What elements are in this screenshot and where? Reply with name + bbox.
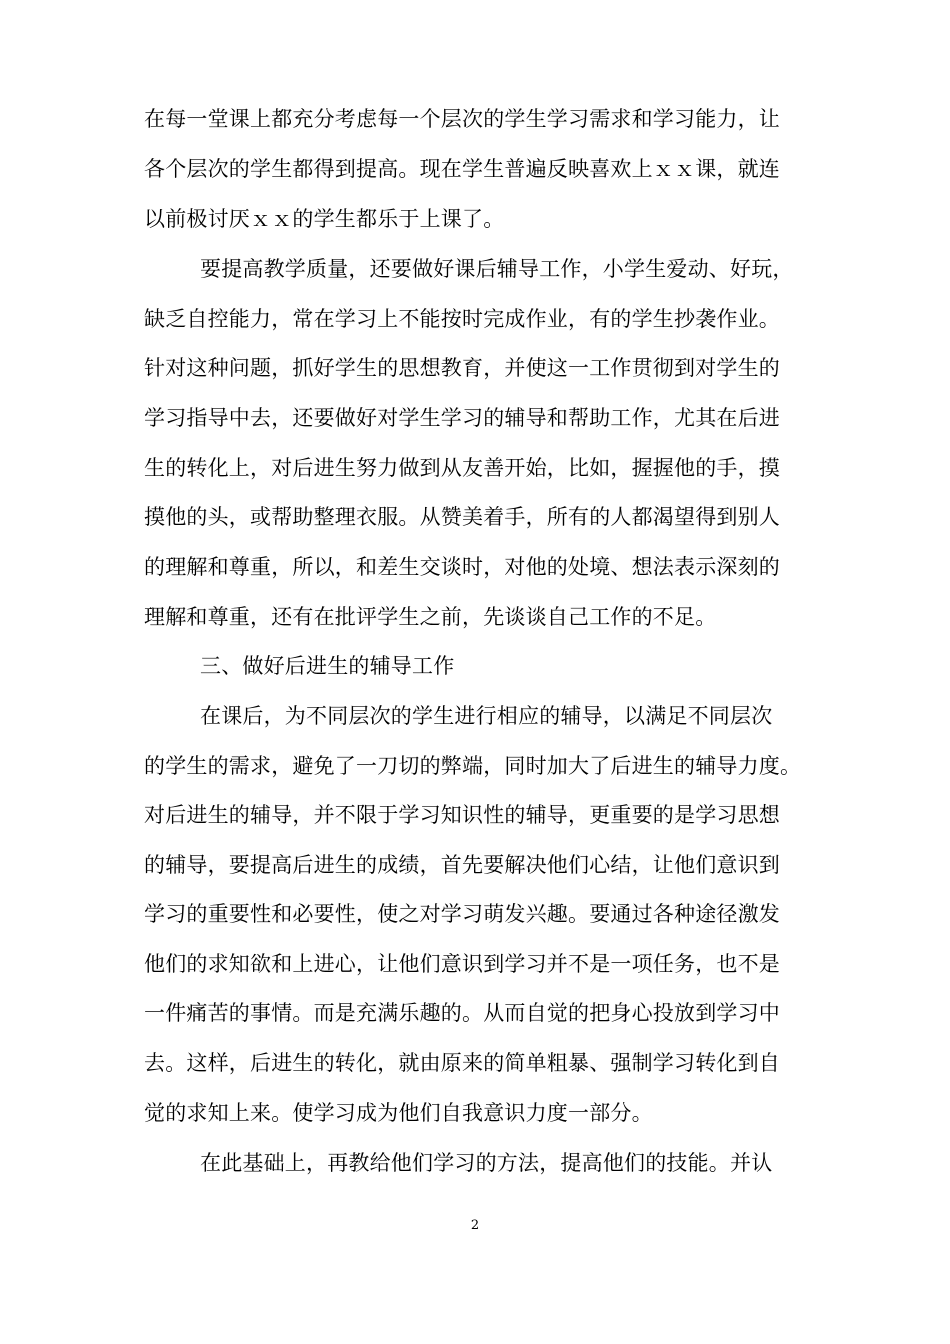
text-line: 在此基础上，再教给他们学习的方法，提高他们的技能。并认 (200, 1151, 773, 1175)
text-line: 去。这样，后进生的转化，就由原来的简单粗暴、强制学习转化到自 (144, 1051, 780, 1075)
text-line: 对后进生的辅导，并不限于学习知识性的辅导，更重要的是学习思想 (144, 803, 780, 827)
text-line: 摸他的头，或帮助整理衣服。从赞美着手，所有的人都渴望得到别人 (144, 505, 780, 529)
text-line: 缺乏自控能力，常在学习上不能按时完成作业，有的学生抄袭作业。 (144, 307, 780, 331)
text-line: 的理解和尊重，所以，和差生交谈时，对他的处境、想法表示深刻的 (144, 555, 780, 579)
text-line: 理解和尊重，还有在批评学生之前，先谈谈自己工作的不足。 (144, 605, 717, 629)
text-line: 学习指导中去，还要做好对学生学习的辅导和帮助工作，尤其在后进 (144, 406, 780, 430)
text-line: 的辅导，要提高后进生的成绩，首先要解决他们心结，让他们意识到 (144, 853, 780, 877)
text-line: 生的转化上，对后进生努力做到从友善开始，比如，握握他的手，摸 (144, 456, 780, 480)
text-line: 学习的重要性和必要性，使之对学习萌发兴趣。要通过各种途径激发 (144, 902, 780, 926)
section-heading: 三、做好后进生的辅导工作 (200, 654, 455, 678)
text-line: 他们的求知欲和上进心，让他们意识到学习并不是一项任务，也不是 (144, 952, 780, 976)
text-line: 各个层次的学生都得到提高。现在学生普遍反映喜欢上ｘｘ课，就连 (144, 157, 780, 181)
text-line: 在课后，为不同层次的学生进行相应的辅导，以满足不同层次 (200, 704, 773, 728)
text-line: 以前极讨厌ｘｘ的学生都乐于上课了。 (144, 207, 505, 231)
text-line: 的学生的需求，避免了一刀切的弊端，同时加大了后进生的辅导力度。 (144, 754, 802, 778)
text-line: 一件痛苦的事情。而是充满乐趣的。从而自觉的把身心投放到学习中 (144, 1001, 780, 1025)
text-line: 要提高教学质量，还要做好课后辅导工作，小学生爱动、好玩， (200, 257, 794, 281)
text-line: 针对这种问题，抓好学生的思想教育，并使这一工作贯彻到对学生的 (144, 356, 780, 380)
text-line: 觉的求知上来。使学习成为他们自我意识力度一部分。 (144, 1101, 653, 1125)
page-number: 2 (470, 1218, 480, 1233)
text-line: 在每一堂课上都充分考虑每一个层次的学生学习需求和学习能力，让 (144, 107, 780, 131)
